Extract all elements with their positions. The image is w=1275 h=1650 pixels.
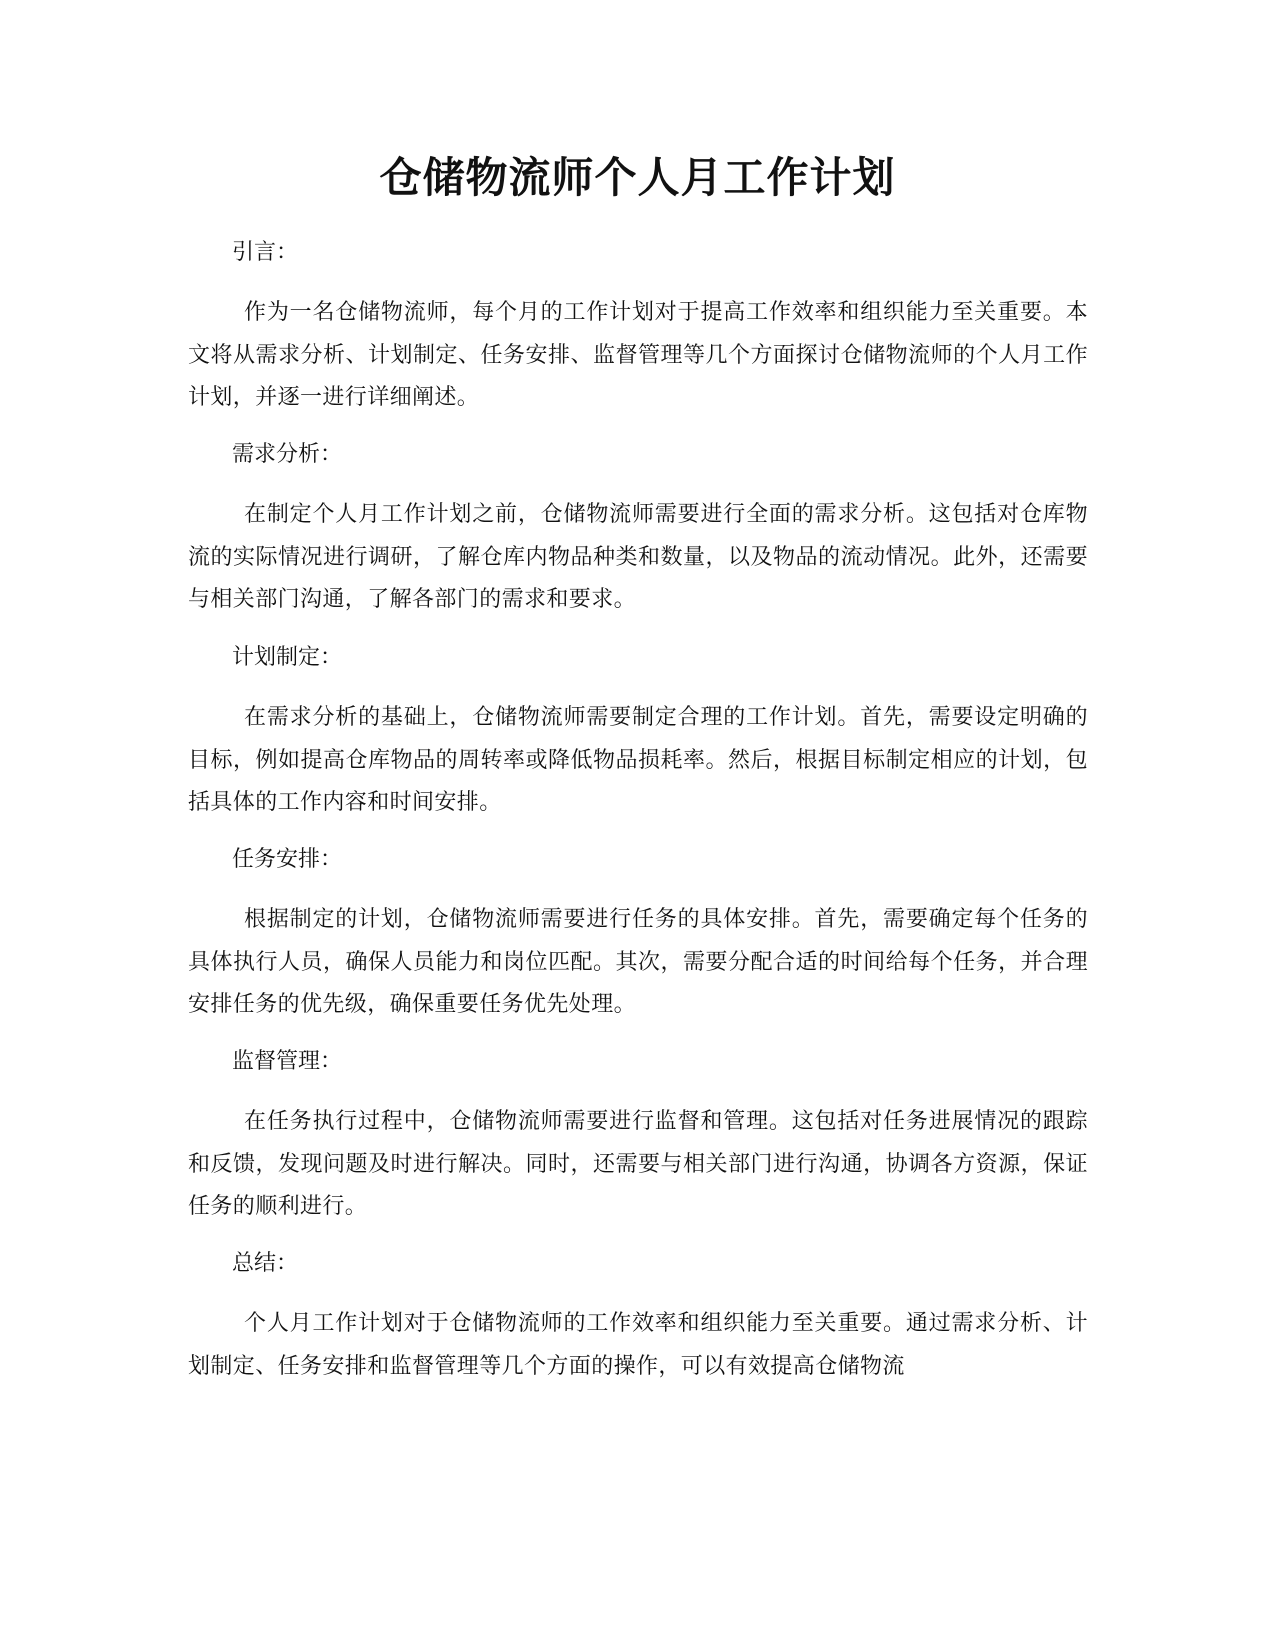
section-heading-summary: 总结：: [232, 1251, 299, 1276]
section-body-needs-analysis: 在制定个人月工作计划之前，仓储物流师需要进行全面的需求分析。这包括对仓库物流的实际情况进行调研，了解仓库内物品种类和数量，以及物品的流动情况。此外，还需要与相关部门沟通，了解各部门的需求和要求。: [188, 502, 1088, 612]
section-body-intro: 作为一名仓储物流师，每个月的工作计划对于提高工作效率和组织能力至关重要。本文将从需求分析、计划制定、任务安排、监督管理等几个方面探讨仓储物流师的个人月工作计划，并逐一进行详细阐述。: [188, 300, 1088, 410]
section-heading-needs-analysis: 需求分析：: [232, 442, 343, 467]
section-body-summary: 个人月工作计划对于仓储物流师的工作效率和组织能力至关重要。通过需求分析、计划制定、任务安排和监督管理等几个方面的操作，可以有效提高仓储物流: [188, 1311, 1088, 1379]
section-body-planning: 在需求分析的基础上，仓储物流师需要制定合理的工作计划。首先，需要设定明确的目标，例如提高仓库物品的周转率或降低物品损耗率。然后，根据目标制定相应的计划，包括具体的工作内容和时间安排。: [188, 705, 1088, 815]
section-body-supervision: 在任务执行过程中，仓储物流师需要进行监督和管理。这包括对任务进展情况的跟踪和反馈，发现问题及时进行解决。同时，还需要与相关部门进行沟通，协调各方资源，保证任务的顺利进行。: [188, 1109, 1088, 1219]
document-title: 仓储物流师个人月工作计划: [379, 153, 896, 202]
section-body-task-arrangement: 根据制定的计划，仓储物流师需要进行任务的具体安排。首先，需要确定每个任务的具体执行人员，确保人员能力和岗位匹配。其次，需要分配合适的时间给每个任务，并合理安排任务的优先级，确保重要任务优先处理。: [188, 907, 1088, 1017]
section-heading-task-arrangement: 任务安排：: [232, 847, 343, 872]
section-heading-supervision: 监督管理：: [232, 1049, 343, 1074]
section-heading-intro: 引言：: [232, 240, 299, 265]
section-heading-planning: 计划制定：: [232, 645, 343, 670]
